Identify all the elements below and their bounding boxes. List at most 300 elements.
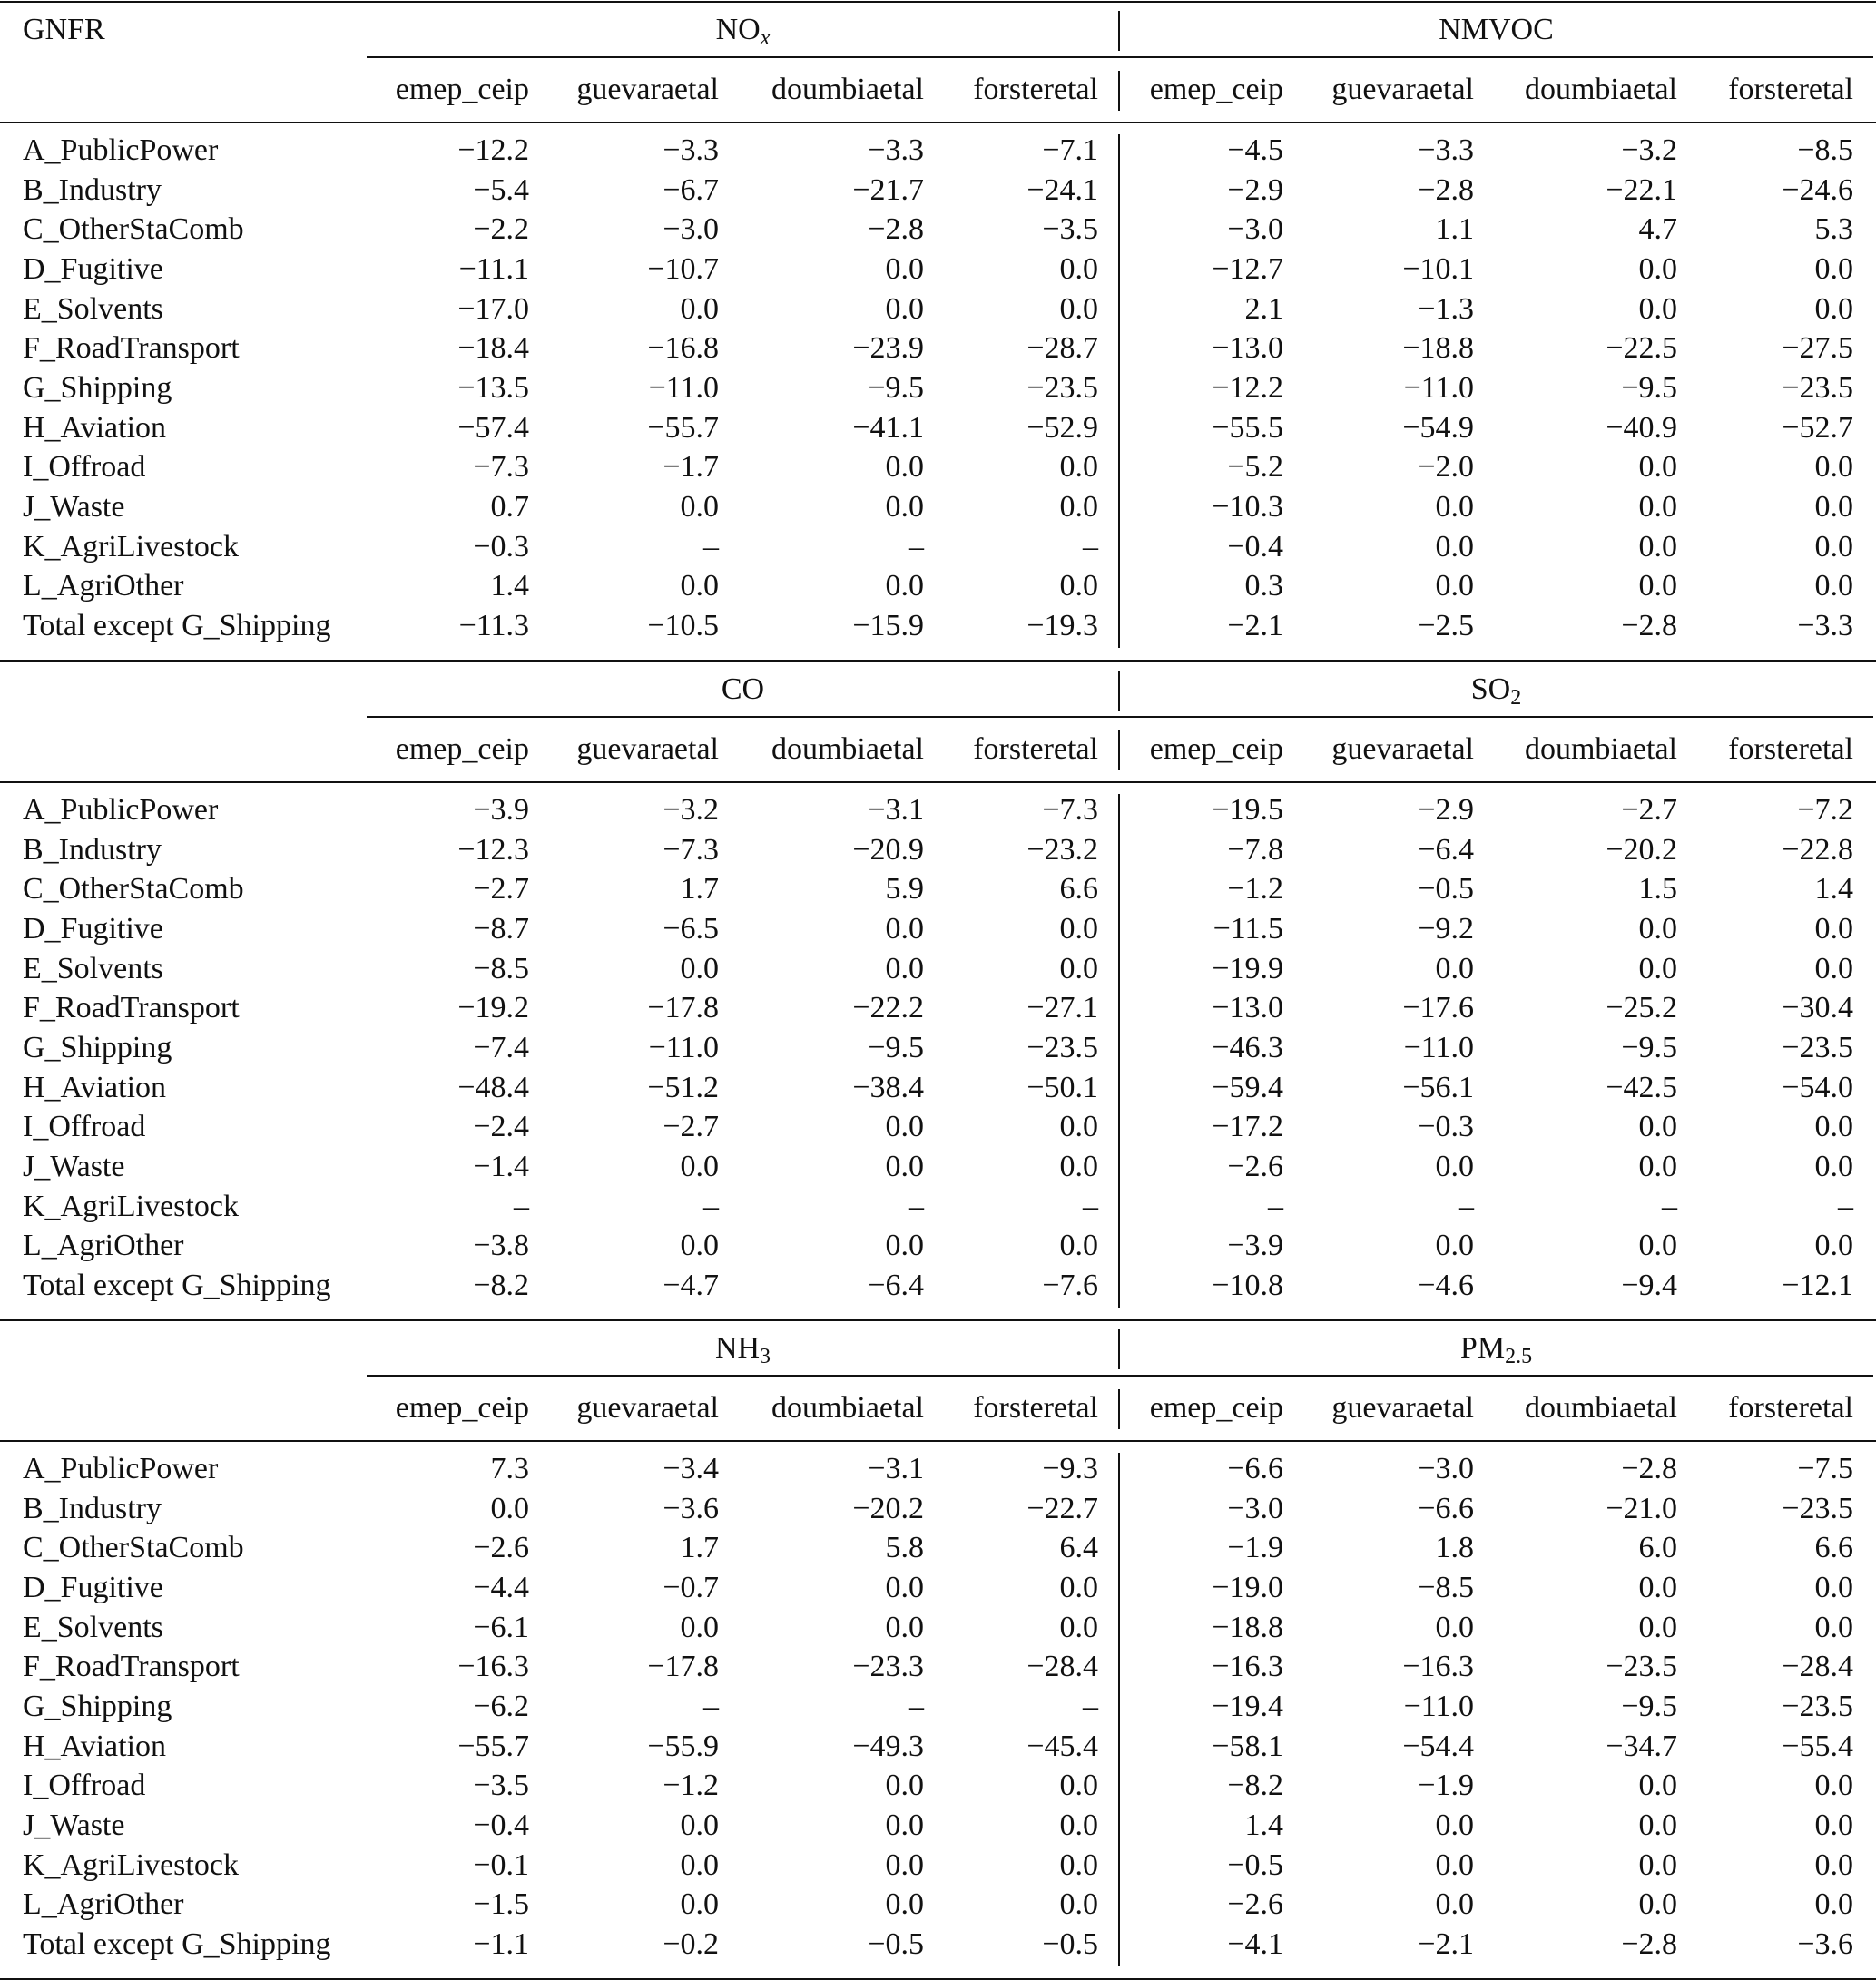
table-cell: 0.0	[1814, 1808, 1853, 1842]
table-cell: −3.3	[663, 133, 719, 167]
table-cell: −11.0	[648, 1030, 719, 1064]
table-cell: −3.0	[1227, 212, 1283, 247]
table-cell: 0.0	[1435, 1887, 1474, 1922]
table-cell: –	[1459, 1189, 1474, 1223]
panel-divider	[1118, 730, 1120, 770]
column-header: emep_ceip	[395, 1391, 529, 1425]
table-cell: 0.0	[1059, 1570, 1098, 1604]
table-cell: −2.6	[1227, 1149, 1283, 1183]
table-cell: −3.0	[1227, 1491, 1283, 1525]
table-cell: −11.5	[1213, 911, 1283, 946]
table-cell: −0.5	[868, 1926, 924, 1961]
table-cell: −25.2	[1606, 991, 1677, 1025]
table-cell: −21.0	[1606, 1491, 1677, 1525]
table-cell: −4.7	[663, 1268, 719, 1302]
table-cell: 0.0	[680, 1149, 719, 1183]
table-cell: 0.0	[1638, 251, 1677, 286]
column-header: forsteretal	[1728, 1391, 1853, 1425]
table-cell: −2.2	[473, 212, 529, 247]
table-cell: 0.0	[1638, 1610, 1677, 1644]
table-cell: −16.3	[457, 1650, 529, 1684]
table-cell: −3.9	[473, 793, 529, 827]
row-label: I_Offroad	[23, 450, 146, 485]
pollutant-title	[1119, 11, 1873, 49]
top-rule	[0, 1, 1876, 3]
table-cell: 0.0	[1059, 1149, 1098, 1183]
row-label: H_Aviation	[23, 410, 167, 445]
table-cell: 0.0	[1814, 1149, 1853, 1183]
table-cell: −2.8	[1621, 1926, 1677, 1961]
table-cell: −8.7	[473, 911, 529, 946]
table-cell: 0.0	[680, 291, 719, 326]
table-cell: −10.3	[1212, 489, 1283, 524]
table-cell: −59.4	[1212, 1070, 1283, 1104]
column-header: guevaraetal	[576, 732, 719, 766]
table-cell: −17.8	[647, 1650, 719, 1684]
pollutant-name: NMVOC	[1439, 13, 1554, 46]
table-cell: −52.9	[1026, 410, 1098, 445]
table-cell: −8.5	[1418, 1570, 1474, 1604]
table-cell: 0.0	[1814, 951, 1853, 985]
table-cell: −4.4	[473, 1570, 529, 1604]
row-label: Total except G_Shipping	[23, 608, 331, 642]
pollutant-title	[367, 671, 1119, 709]
table-cell: −0.5	[1042, 1926, 1098, 1961]
table-cell: −23.5	[1782, 1689, 1853, 1723]
table-cell: −16.3	[1212, 1650, 1283, 1684]
table-cell: 0.0	[1059, 251, 1098, 286]
table-cell: −18.8	[1402, 331, 1474, 366]
panel-divider	[1118, 71, 1120, 111]
column-header: emep_ceip	[395, 73, 529, 106]
table-cell: −3.6	[663, 1491, 719, 1525]
row-label: B_Industry	[23, 172, 162, 207]
panel-divider	[1118, 671, 1120, 711]
table-cell: −2.8	[868, 212, 924, 247]
table-cell: −20.2	[1606, 832, 1677, 867]
table-cell: −7.8	[1227, 832, 1283, 867]
table-cell: −3.1	[868, 793, 924, 827]
column-header: doumbiaetal	[1524, 1391, 1677, 1425]
table-cell: −1.1	[473, 1926, 529, 1961]
table-cell: −24.6	[1782, 172, 1853, 207]
table-cell: –	[1083, 1189, 1098, 1223]
row-label: D_Fugitive	[23, 911, 163, 946]
table-cell: 0.0	[885, 1570, 924, 1604]
table-cell: −23.5	[1782, 1030, 1853, 1064]
table-cell: 0.0	[1435, 1808, 1474, 1842]
table-cell: 0.0	[1638, 1808, 1677, 1842]
table-cell: −1.4	[473, 1149, 529, 1183]
table-cell: 0.0	[1059, 489, 1098, 524]
table-cell: −19.9	[1212, 951, 1283, 985]
table-cell: −3.5	[473, 1769, 529, 1803]
table-cell: −5.4	[473, 172, 529, 207]
row-label: I_Offroad	[23, 1769, 146, 1803]
table-cell: −3.5	[1042, 212, 1098, 247]
panel-bottom-rule	[0, 1978, 1876, 1980]
table-cell: 0.0	[680, 1808, 719, 1842]
table-cell: 0.0	[1814, 489, 1853, 524]
table-cell: −18.4	[457, 331, 529, 366]
table-cell: 0.0	[885, 1110, 924, 1144]
table-cell: 4.7	[1638, 212, 1677, 247]
panel-divider	[1118, 11, 1120, 51]
table-cell: −19.0	[1212, 1570, 1283, 1604]
column-header: emep_ceip	[395, 732, 529, 766]
table-cell: −41.1	[852, 410, 924, 445]
table-cell: −6.6	[1227, 1452, 1283, 1485]
table-cell: 0.0	[1814, 1887, 1853, 1922]
table-cell: −0.4	[473, 1808, 529, 1842]
table-cell: −12.1	[1782, 1268, 1853, 1302]
table-cell: 0.0	[1638, 1110, 1677, 1144]
table-cell: –	[514, 1189, 529, 1223]
table-cell: −11.0	[1403, 1689, 1474, 1723]
table-cell: −34.7	[1606, 1729, 1677, 1763]
table-cell: −9.5	[1621, 370, 1677, 405]
table-cell: 0.0	[1435, 1229, 1474, 1263]
table-cell: −12.3	[457, 832, 529, 867]
row-label: H_Aviation	[23, 1729, 167, 1763]
row-label: J_Waste	[23, 489, 125, 524]
table-cell: −55.4	[1782, 1729, 1853, 1763]
table-cell: −10.1	[1402, 251, 1474, 286]
row-label: G_Shipping	[23, 1030, 172, 1064]
table-cell: −2.7	[473, 872, 529, 907]
table-cell: −6.2	[473, 1689, 529, 1723]
row-label: I_Offroad	[23, 1110, 146, 1144]
column-header: guevaraetal	[1331, 732, 1474, 766]
table-cell: 0.0	[1435, 489, 1474, 524]
table-cell: −11.3	[458, 608, 529, 642]
table-cell: −2.0	[1418, 450, 1474, 485]
table-cell: 0.0	[1059, 1769, 1098, 1803]
table-cell: −0.7	[663, 1570, 719, 1604]
row-label: G_Shipping	[23, 370, 172, 405]
table-cell: −8.5	[1797, 133, 1853, 167]
table-cell: 0.0	[885, 951, 924, 985]
table-cell: −57.4	[457, 410, 529, 445]
table-cell: −54.4	[1402, 1729, 1474, 1763]
row-label: J_Waste	[23, 1808, 125, 1842]
pollutant-title	[367, 1329, 1119, 1367]
table-cell: −19.2	[457, 991, 529, 1025]
table-cell: −27.1	[1026, 991, 1098, 1025]
panel-divider	[1118, 1453, 1120, 1966]
table-cell: −51.2	[647, 1070, 719, 1104]
table-cell: −58.1	[1212, 1729, 1283, 1763]
table-cell: 1.7	[680, 872, 719, 907]
table-cell: 0.0	[885, 450, 924, 485]
table-cell: 2.1	[1244, 291, 1283, 326]
table-cell: −3.2	[663, 793, 719, 827]
table-cell: 0.0	[885, 1229, 924, 1263]
table-cell: −19.3	[1026, 608, 1098, 642]
table-cell: −3.4	[663, 1452, 719, 1485]
table-cell: −15.9	[852, 608, 924, 642]
table-cell: −20.9	[852, 832, 924, 867]
table-cell: −7.2	[1797, 793, 1853, 827]
column-header: forsteretal	[1728, 73, 1853, 106]
pollutant-subscript: 2.5	[1505, 1345, 1533, 1368]
row-label: Total except G_Shipping	[23, 1268, 331, 1302]
pollutant-subscript: 3	[760, 1345, 771, 1368]
table-cell: –	[1662, 1189, 1677, 1223]
table-cell: −42.5	[1606, 1070, 1677, 1104]
row-label: A_PublicPower	[23, 793, 219, 827]
table-cell: −1.3	[1418, 291, 1474, 326]
table-cell: −0.3	[473, 529, 529, 564]
table-cell: −2.5	[1418, 608, 1474, 642]
table-cell: 0.0	[885, 911, 924, 946]
table-cell: −7.3	[663, 832, 719, 867]
table-cell: −9.4	[1621, 1268, 1677, 1302]
table-cell: 0.0	[885, 1149, 924, 1183]
table-cell: 0.0	[1814, 1848, 1853, 1882]
table-cell: −19.5	[1212, 793, 1283, 827]
table-cell: –	[703, 529, 719, 564]
row-label: K_AgriLivestock	[23, 1848, 239, 1882]
row-label: C_OtherStaComb	[23, 212, 244, 247]
table-cell: 0.0	[490, 1491, 529, 1525]
table-cell: −7.1	[1042, 133, 1098, 167]
stub-header: GNFR	[23, 13, 105, 46]
table-cell: −23.5	[1782, 370, 1853, 405]
table-cell: 0.0	[1814, 251, 1853, 286]
table-cell: −28.7	[1026, 331, 1098, 366]
table-cell: −0.3	[1418, 1110, 1474, 1144]
table-cell: 0.0	[1059, 1887, 1098, 1922]
table-cell: −7.4	[473, 1030, 529, 1064]
table-cell: 0.0	[1814, 1610, 1853, 1644]
table-cell: −38.4	[852, 1070, 924, 1104]
table-cell: −9.3	[1042, 1452, 1098, 1485]
table-cell: −9.5	[868, 1030, 924, 1064]
pollutant-title	[1119, 671, 1873, 709]
table-cell: −1.7	[663, 450, 719, 485]
pollutant-name: NH	[714, 1331, 761, 1365]
table-cell: −3.2	[1621, 133, 1677, 167]
column-header: doumbiaetal	[771, 73, 924, 106]
row-label: E_Solvents	[23, 1610, 163, 1644]
table-cell: 0.3	[1244, 569, 1283, 603]
table-cell: 1.5	[1638, 872, 1677, 907]
row-label: L_AgriOther	[23, 1887, 184, 1922]
table-cell: −8.2	[473, 1268, 529, 1302]
table-cell: 0.0	[1059, 1229, 1098, 1263]
table-cell: 0.0	[1059, 291, 1098, 326]
table-cell: −4.5	[1227, 133, 1283, 167]
table-cell: −2.8	[1418, 172, 1474, 207]
table-cell: 0.0	[1638, 1887, 1677, 1922]
table-cell: 0.0	[1059, 1610, 1098, 1644]
table-cell: −21.7	[852, 172, 924, 207]
row-label: K_AgriLivestock	[23, 1189, 239, 1223]
table-cell: 0.0	[1059, 1110, 1098, 1144]
column-header: emep_ceip	[1149, 73, 1283, 106]
table-cell: 0.0	[1435, 1610, 1474, 1644]
table-cell: –	[703, 1189, 719, 1223]
table-cell: –	[909, 529, 924, 564]
table-cell: 0.0	[1638, 450, 1677, 485]
table-cell: 0.0	[680, 489, 719, 524]
table-cell: 0.0	[680, 1848, 719, 1882]
table-cell: −11.0	[1403, 370, 1474, 405]
table-cell: 0.0	[885, 1610, 924, 1644]
table-cell: −4.1	[1227, 1926, 1283, 1961]
table-cell: 0.0	[1435, 1848, 1474, 1882]
table-cell: −1.2	[663, 1769, 719, 1803]
table-cell: −13.5	[457, 370, 529, 405]
column-header: doumbiaetal	[1524, 73, 1677, 106]
table-cell: −6.7	[663, 172, 719, 207]
table-cell: 7.3	[490, 1452, 529, 1485]
column-header: emep_ceip	[1149, 732, 1283, 766]
table-cell: −3.0	[1418, 1452, 1474, 1485]
table-cell: 0.0	[1638, 489, 1677, 524]
column-header: doumbiaetal	[771, 1391, 924, 1425]
table-cell: 0.0	[1638, 291, 1677, 326]
table-cell: −16.8	[647, 331, 719, 366]
table-cell: 0.0	[1814, 1229, 1853, 1263]
table-cell: −2.8	[1621, 1452, 1677, 1485]
table-cell: 0.0	[885, 489, 924, 524]
table-cell: –	[703, 1689, 719, 1723]
row-label: E_Solvents	[23, 951, 163, 985]
table-cell: −1.9	[1418, 1769, 1474, 1803]
row-label: A_PublicPower	[23, 133, 219, 167]
table-cell: 1.4	[1814, 872, 1853, 907]
table-cell: 0.0	[1435, 1149, 1474, 1183]
table-cell: 6.0	[1638, 1531, 1677, 1565]
table-cell: −23.3	[852, 1650, 924, 1684]
table-cell: −17.2	[1212, 1110, 1283, 1144]
table-cell: 0.0	[1814, 569, 1853, 603]
table-cell: −3.9	[1227, 1229, 1283, 1263]
table-cell: 0.0	[885, 1887, 924, 1922]
table-cell: −50.1	[1026, 1070, 1098, 1104]
panel-divider	[1118, 1389, 1120, 1429]
table-cell: −2.6	[1227, 1887, 1283, 1922]
table-cell: −11.1	[458, 251, 529, 286]
column-header: forsteretal	[973, 1391, 1098, 1425]
row-label: F_RoadTransport	[23, 1650, 240, 1684]
table-cell: −10.7	[647, 251, 719, 286]
row-label: L_AgriOther	[23, 1229, 184, 1263]
table-cell: −7.6	[1042, 1268, 1098, 1302]
column-header: guevaraetal	[1331, 1391, 1474, 1425]
table-cell: −10.5	[647, 608, 719, 642]
column-header: forsteretal	[973, 732, 1098, 766]
table-cell: 0.0	[1059, 1808, 1098, 1842]
table-cell: −8.2	[1227, 1769, 1283, 1803]
table-cell: −6.4	[868, 1268, 924, 1302]
table-cell: 0.0	[1059, 569, 1098, 603]
column-header: forsteretal	[1728, 732, 1853, 766]
table-cell: −48.4	[457, 1070, 529, 1104]
table-cell: −3.3	[1418, 133, 1474, 167]
table-cell: −28.4	[1026, 1650, 1098, 1684]
row-label: Total except G_Shipping	[23, 1926, 331, 1961]
table-cell: −5.2	[1227, 450, 1283, 485]
table-cell: 0.0	[1814, 1110, 1853, 1144]
column-header: guevaraetal	[576, 1391, 719, 1425]
pollutant-name: SO	[1470, 672, 1511, 706]
panel-divider	[1118, 134, 1120, 648]
row-label: K_AgriLivestock	[23, 529, 239, 564]
table-cell: 0.0	[1638, 911, 1677, 946]
column-header: guevaraetal	[1331, 73, 1474, 106]
row-label: B_Industry	[23, 832, 162, 867]
table-cell: 0.0	[1059, 951, 1098, 985]
table-cell: −46.3	[1212, 1030, 1283, 1064]
group-rule	[367, 716, 1873, 718]
table-cell: −22.7	[1026, 1491, 1098, 1525]
table-cell: −2.8	[1621, 608, 1677, 642]
table-cell: 0.0	[1638, 1229, 1677, 1263]
panel-bottom-rule	[0, 1319, 1876, 1321]
table-cell: 0.7	[490, 489, 529, 524]
table-cell: −22.2	[852, 991, 924, 1025]
table-cell: −2.6	[473, 1531, 529, 1565]
table-cell: −12.2	[1212, 370, 1283, 405]
table-cell: −55.7	[647, 410, 719, 445]
table-cell: −13.0	[1212, 991, 1283, 1025]
pollutant-subscript: x	[760, 26, 771, 50]
row-label: J_Waste	[23, 1149, 125, 1183]
header-rule	[0, 781, 1876, 783]
table-cell: −23.9	[852, 331, 924, 366]
table-cell: −2.9	[1227, 172, 1283, 207]
table-cell: 0.0	[885, 569, 924, 603]
table-cell: −49.3	[852, 1729, 924, 1763]
table-cell: −24.1	[1026, 172, 1098, 207]
group-rule	[367, 1375, 1873, 1377]
table-cell: 0.0	[885, 1848, 924, 1882]
table-cell: −0.5	[1418, 872, 1474, 907]
table-cell: −6.1	[473, 1610, 529, 1644]
panel-bottom-rule	[0, 660, 1876, 662]
table-cell: 0.0	[680, 951, 719, 985]
table-cell: 0.0	[1814, 911, 1853, 946]
row-label: G_Shipping	[23, 1689, 172, 1723]
table-cell: 0.0	[1814, 291, 1853, 326]
panel-divider	[1118, 794, 1120, 1308]
column-header: forsteretal	[973, 73, 1098, 106]
table-cell: −6.4	[1418, 832, 1474, 867]
table-cell: 0.0	[1435, 569, 1474, 603]
table-cell: −23.5	[1782, 1491, 1853, 1525]
table-cell: −2.7	[1621, 793, 1677, 827]
table-cell: 5.3	[1814, 212, 1853, 247]
table-cell: −2.7	[663, 1110, 719, 1144]
table-cell: −9.5	[1621, 1030, 1677, 1064]
table-cell: −12.7	[1212, 251, 1283, 286]
table-cell: 6.6	[1059, 872, 1098, 907]
table-cell: −55.7	[457, 1729, 529, 1763]
table-cell: −55.5	[1212, 410, 1283, 445]
table-cell: 6.6	[1814, 1531, 1853, 1565]
table-cell: −6.6	[1418, 1491, 1474, 1525]
table-cell: 0.0	[1638, 1570, 1677, 1604]
panel-divider	[1118, 1329, 1120, 1369]
table-cell: −3.3	[868, 133, 924, 167]
table-cell: 0.0	[1814, 1570, 1853, 1604]
table-cell: −22.1	[1606, 172, 1677, 207]
table-cell: 0.0	[1814, 450, 1853, 485]
table-cell: −2.9	[1418, 793, 1474, 827]
